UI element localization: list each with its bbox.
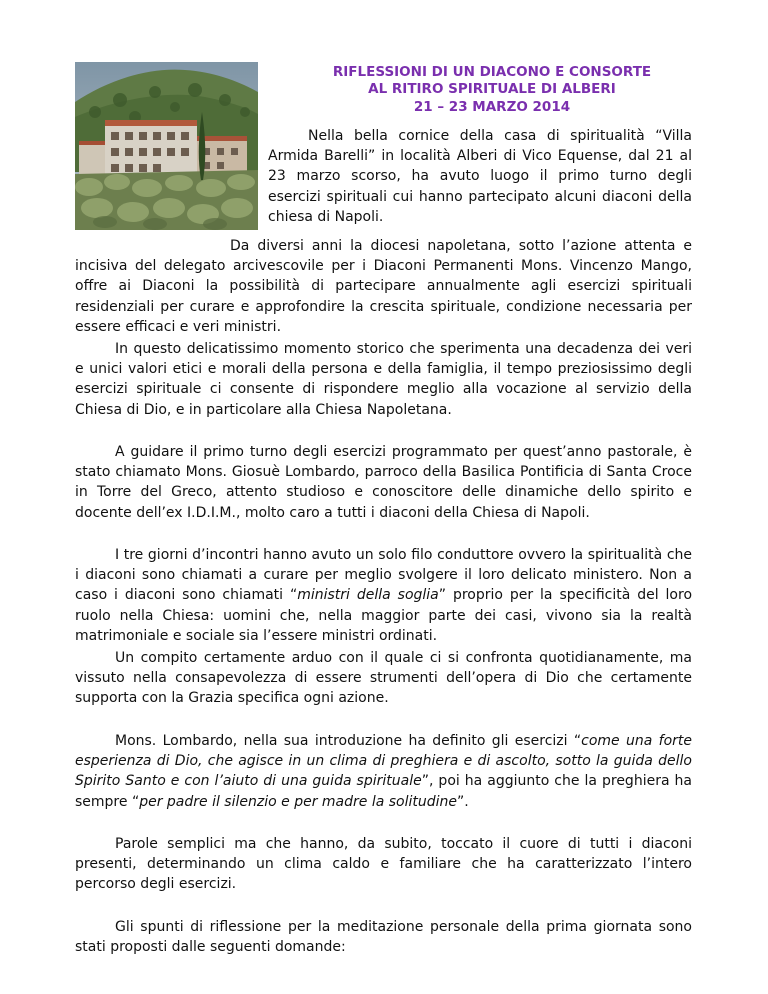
paragraph-8: Gli spunti di riflessione per la meditazione personale della prima giornata sono stati proposti dalle seguenti domande: <box>75 919 692 956</box>
title-line-2: AL RITIRO SPIRITUALE DI ALBERI <box>368 81 616 98</box>
paragraph-4 <box>75 545 692 646</box>
paragraph-4-text-c: ” proprio per la specificità del loro ruolo nella Chiesa: uomini che, nella maggior parte dei casi, vivono sia la realtà matrimoniale e sociale sia l’essere ministri ordinati. <box>75 587 693 644</box>
paragraph-5: Un compito certamente arduo con il quale ci si confronta quotidianamente, ma vissuto nella consapevolezza di essere strumenti dell’opera di Dio che certamente supporta con la Grazia specifica ogni azione. <box>75 650 692 707</box>
paragraph-7: Parole semplici ma che hanno, da subito, toccato il cuore di tutti i diaconi presenti, determinando un clima caldo e familiare che ha caratterizzato l’intero percorso degli esercizi. <box>75 836 692 893</box>
paragraph-6-text-a: Mons. Lombardo, nella sua introduzione ha definito gli esercizi “ <box>115 733 582 749</box>
document-title <box>280 64 704 116</box>
retreat-house-photo <box>75 62 258 230</box>
paragraph-6-text-e: ”. <box>457 793 469 810</box>
paragraph-4-text-a: I tre giorni d’incontri hanno avuto un solo filo conduttore ovvero la spiritualità che i diaconi sono chiamati a curare per meglio svolgere il loro delicato ministero. Non a caso i diaconi sono chiamati “ <box>75 547 692 604</box>
paragraph-3: A guidare il primo turno degli esercizi programmato per quest’anno pastorale, è stato chiamato Mons. Giosuè Lombardo, parroco della Basilica Pontificia di Santa Croce in Torre del Greco, attento studioso e conoscitore delle dinamiche dello spirito e docente dell’ex I.D.I.M., molto caro a tutti i diaconi della Chiesa di Napoli. <box>75 444 692 521</box>
paragraph-6-quote-1: come una forte esperienza di Dio, che agisce in un clima di preghiera e di ascolto, sotto la guida dello Spirito Santo e con l’aiuto di una guida spirituale <box>75 733 693 790</box>
paragraph-6-text-c: ”, poi ha aggiunto che la preghiera ha sempre “ <box>75 773 692 810</box>
paragraph-1: Da diversi anni la diocesi napoletana, sotto l’azione attenta e incisiva del delegato arcivescovile per i Diaconi Permanenti Mons. Vincenzo Mango, offre ai Diaconi la possibilità di partecipare annualmente agli esercizi spirituali residenziali per curare e approfondire la crescita spirituale, condizione necessaria per essere efficaci e veri ministri. <box>75 238 692 335</box>
paragraph-2: In questo delicatissimo momento storico che sperimenta una decadenza dei veri e unici valori etici e morali della persona e della famiglia, il tempo preziosissimo degli esercizi spirituale ci consente di rispondere meglio alla vocazione al servizio della Chiesa di Dio, e in particolare alla Chiesa Napoletana. <box>75 341 692 418</box>
paragraph-6-quote-2: per padre il silenzio e per madre la solitudine <box>139 793 457 810</box>
paragraph-4-quote: ministri della soglia <box>297 587 439 604</box>
paragraph-intro: Nella bella cornice della casa di spiritualità “Villa Armida Barelli” in località Alberi di Vico Equense, dal 21 al 23 marzo scorso, ha avuto luogo il primo turno degli esercizi spirituali cui hanno partecipato alcuni diaconi della chiesa di Napoli. <box>268 128 692 225</box>
paragraph-6 <box>75 731 692 812</box>
title-line-3: 21 – 23 MARZO 2014 <box>413 98 571 115</box>
title-line-1: RIFLESSIONI DI UN DIACONO E CONSORTE <box>332 64 652 80</box>
